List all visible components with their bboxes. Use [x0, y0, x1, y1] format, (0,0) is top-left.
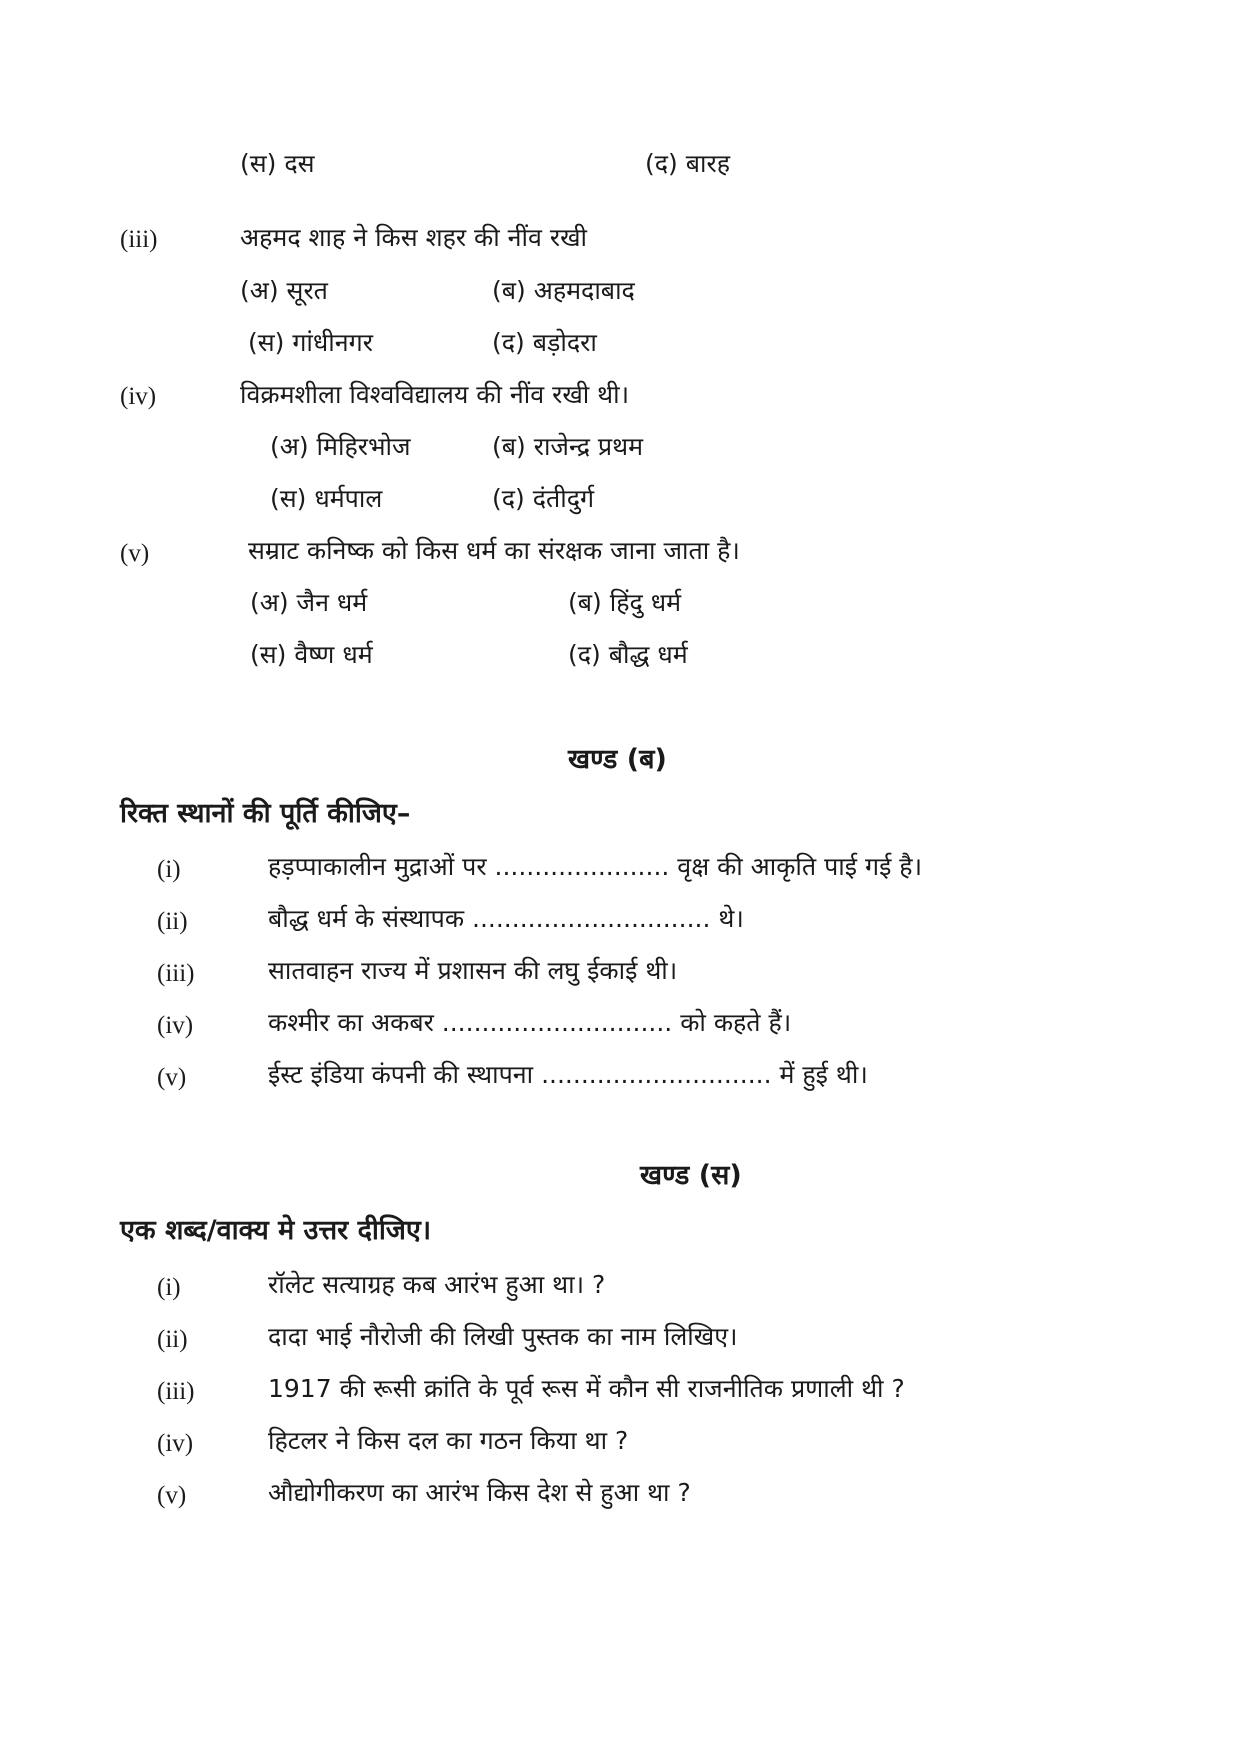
fill-in-item: बौद्ध धर्म के संस्थापक .............................. थे।	[268, 904, 744, 933]
option-d: (द) दंतीदुर्ग	[492, 484, 595, 513]
short-answer-item: दादा भाई नौरोजी की लिखी पुस्तक का नाम लिखिए।	[268, 1322, 738, 1351]
section-heading: खण्ड (ब)	[568, 744, 667, 775]
item-number: (v)	[157, 1482, 187, 1509]
section-instruction: एक शब्द/वाक्य मे उत्तर दीजिए।	[120, 1215, 432, 1246]
item-number: (v)	[157, 1064, 187, 1091]
option-d: (द) बड़ोदरा	[492, 328, 597, 357]
item-number: (i)	[157, 856, 181, 883]
section-instruction: रिक्त स्थानों की पूर्ति कीजिए–	[120, 798, 411, 829]
question-text: अहमद शाह ने किस शहर की नींव रखी	[240, 223, 588, 252]
short-answer-item: औद्योगीकरण का आरंभ किस देश से हुआ था ?	[268, 1478, 691, 1507]
question-number: (iv)	[120, 383, 157, 410]
option-a: (अ) मिहिरभोज	[270, 432, 411, 461]
option-c: (स) धर्मपाल	[270, 484, 383, 513]
item-number: (ii)	[157, 1326, 188, 1353]
option-c: (स) गांधीनगर	[248, 328, 373, 357]
option-a: (अ) जैन धर्म	[250, 588, 368, 617]
option-d: (द) बौद्ध धर्म	[568, 640, 688, 669]
question-text: सम्राट कनिष्क को किस धर्म का संरक्षक जाना जाता है।	[248, 536, 740, 565]
option-b: (ब) हिंदु धर्म	[568, 588, 682, 617]
fill-in-item: कश्मीर का अकबर ............................. को कहते हैं।	[268, 1008, 792, 1037]
question-number: (iii)	[120, 226, 158, 253]
item-number: (iii)	[157, 960, 195, 987]
item-number: (iv)	[157, 1012, 194, 1039]
item-number: (iv)	[157, 1430, 194, 1457]
short-answer-item: हिटलर ने किस दल का गठन किया था ?	[268, 1426, 629, 1455]
option-c: (स) वैष्ण धर्म	[250, 640, 373, 669]
fill-in-item: सातवाहन राज्य में प्रशासन की लघु ईकाई थी।	[268, 956, 678, 985]
item-number: (i)	[157, 1274, 181, 1301]
short-answer-item: रॉलेट सत्याग्रह कब आरंभ हुआ था। ?	[268, 1270, 606, 1299]
option-a: (अ) सूरत	[240, 276, 328, 305]
option-b: (ब) राजेन्द्र प्रथम	[492, 432, 644, 461]
item-number: (iii)	[157, 1378, 195, 1405]
fill-in-item: ईस्ट इंडिया कंपनी की स्थापना ............................. में हुई थी।	[268, 1060, 868, 1089]
question-number: (v)	[120, 540, 150, 567]
item-number: (ii)	[157, 908, 188, 935]
section-heading: खण्ड (स)	[640, 1160, 742, 1191]
question-text: विक्रमशीला विश्वविद्यालय की नींव रखी थी।	[240, 380, 630, 409]
fill-in-item: हड़प्पाकालीन मुद्राओं पर ...................... वृक्ष की आकृति पाई गई है।	[268, 852, 923, 881]
option-d: (द) बारह	[645, 149, 730, 178]
option-c: (स) दस	[240, 149, 315, 178]
option-b: (ब) अहमदाबाद	[492, 276, 635, 305]
short-answer-item: 1917 की रूसी क्रांति के पूर्व रूस में कौन सी राजनीतिक प्रणाली थी ?	[268, 1374, 905, 1403]
